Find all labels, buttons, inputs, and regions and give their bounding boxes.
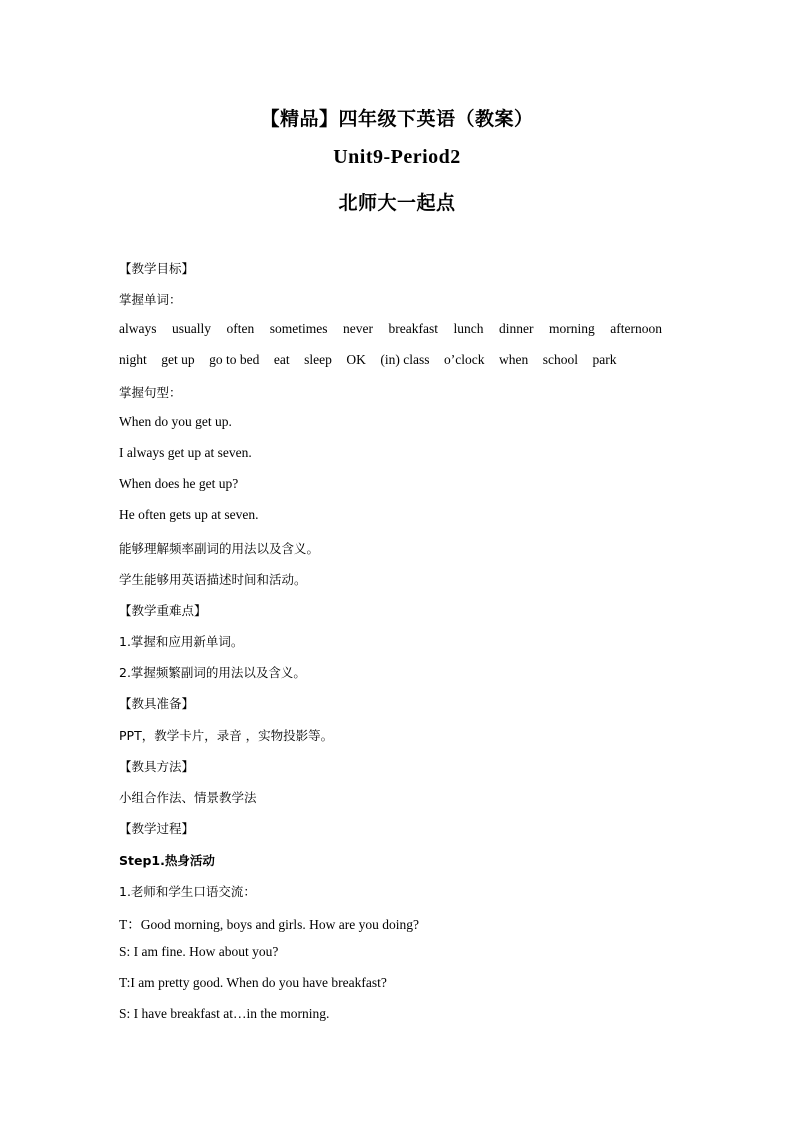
- sentence-pattern: I always get up at seven.: [119, 445, 252, 460]
- sentence-pattern: He often gets up at seven.: [119, 507, 259, 522]
- vocab-word: o’clock: [444, 352, 485, 367]
- vocab-word: sleep: [304, 352, 332, 367]
- vocab-word: breakfast: [388, 321, 438, 336]
- dialogue-line: T:I am pretty good. When do you have breakfast?: [119, 975, 387, 990]
- vocab-word: get up: [161, 352, 195, 367]
- unit-title: Unit9-Period2: [333, 146, 461, 168]
- vocab-word: always: [119, 321, 157, 336]
- key-point-item: 1.掌握和应用新单词。: [119, 634, 244, 649]
- objective-goal: 学生能够用英语描述时间和活动。: [119, 572, 307, 587]
- dialogue-line: S: I am fine. How about you?: [119, 944, 279, 959]
- vocab-word: (in) class: [380, 352, 430, 367]
- sentence-pattern: When does he get up?: [119, 476, 239, 491]
- vocab-word: never: [343, 321, 373, 336]
- vocabulary-row-1: [119, 321, 677, 337]
- vocab-word: school: [542, 352, 578, 367]
- vocab-word: OK: [346, 352, 366, 367]
- words-label: 掌握单词：: [119, 292, 182, 307]
- key-points-heading: 【教学重难点】: [119, 603, 207, 618]
- vocab-word: morning: [548, 321, 595, 336]
- step1-subtitle: 1.老师和学生口语交流：: [119, 884, 256, 899]
- publisher-title: 北师大一起点: [338, 192, 456, 214]
- vocab-word: lunch: [453, 321, 484, 336]
- methods-heading: 【教具方法】: [119, 759, 195, 774]
- vocab-word: dinner: [498, 321, 534, 336]
- vocab-word: usually: [172, 321, 211, 336]
- vocab-word: eat: [273, 352, 290, 367]
- vocab-word: often: [226, 321, 255, 336]
- methods-text: 小组合作法、情景教学法: [119, 790, 257, 805]
- dialogue-line: T：Good morning, boys and girls. How are you doing?: [119, 917, 419, 932]
- key-point-item: 2.掌握频繁副词的用法以及含义。: [119, 665, 306, 680]
- document-title: 【精品】四年级下英语（教案）: [260, 108, 534, 130]
- dialogue-line: S: I have breakfast at…in the morning.: [119, 1006, 330, 1021]
- vocab-word: night: [119, 352, 147, 367]
- objective-goal: 能够理解频率副词的用法以及含义。: [119, 541, 320, 556]
- vocab-word: go to bed: [209, 352, 260, 367]
- vocab-word: when: [498, 352, 529, 367]
- vocab-word: sometimes: [269, 321, 328, 336]
- process-heading: 【教学过程】: [119, 821, 195, 836]
- preparation-heading: 【教具准备】: [119, 696, 195, 711]
- step1-title: Step1.热身活动: [119, 853, 215, 868]
- vocab-word: afternoon: [610, 321, 662, 336]
- vocabulary-row-2: [119, 352, 631, 368]
- vocab-word: park: [592, 352, 617, 367]
- sentence-pattern: When do you get up.: [119, 414, 232, 429]
- preparation-text: PPT，教学卡片，录音 ，实物投影等。: [119, 728, 334, 743]
- sentences-label: 掌握句型：: [119, 385, 182, 400]
- objectives-heading: 【教学目标】: [119, 261, 195, 276]
